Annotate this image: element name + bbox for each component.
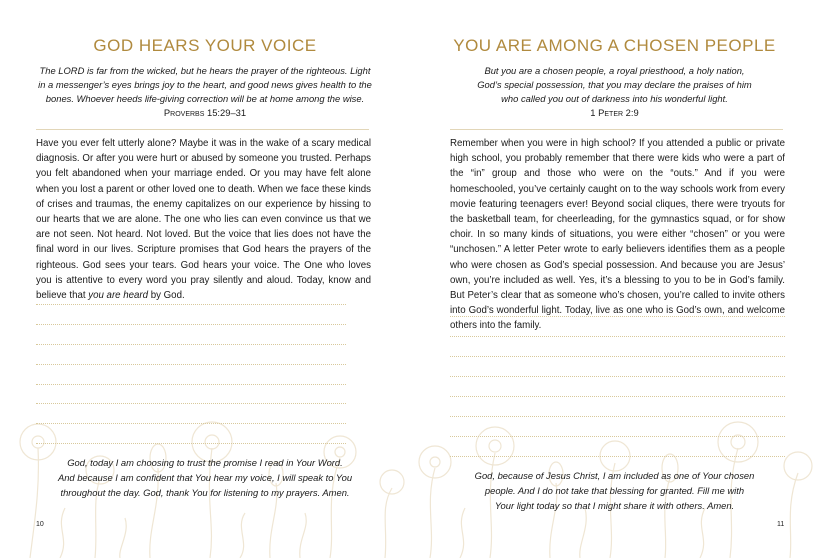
scripture-verse bbox=[20, 64, 390, 106]
body-emphasis: you are heard bbox=[88, 290, 149, 302]
scripture-reference: 1 Peter 2:9 bbox=[590, 107, 639, 118]
prayer-line: people. And I do not take that blessing for granted. Fill me with bbox=[484, 485, 745, 496]
writing-line[interactable] bbox=[450, 436, 785, 437]
verse-line: The LORD is far from the wicked, but he hears the prayer of the righteous. Light bbox=[39, 65, 371, 76]
writing-line[interactable] bbox=[36, 384, 346, 385]
body-text: Have you ever felt utterly alone? Maybe it was in the wake of a scary medical diagnosis. Or after you were hurt or abused by someone you trusted. Perhaps you felt abandoned when your marriage ended. Or you may have felt alone when you lost a parent or other loved one to death. When we face these kinds of crises and traumas, the enemy capitalizes on our experience by hissing to our hearts that we are alone. The one who lies can even convince us that we are not seen. Not heard. Not loved. But the voice that lies does not have the final word in our lives. Scripture promises that God hears the prayers of the righteous. God sees your tears. God hears your voice. The One who loves you is attentive to every word you pray silently and aloud. Today, know and believe that bbox=[36, 138, 371, 302]
devotion-body bbox=[36, 136, 371, 303]
page-number: 10 bbox=[36, 521, 44, 528]
writing-line[interactable] bbox=[36, 304, 346, 305]
closing-prayer bbox=[20, 455, 390, 500]
writing-line[interactable] bbox=[450, 456, 785, 457]
right-page bbox=[410, 0, 819, 558]
verse-line: God’s special possession, that you may declare the praises of him bbox=[477, 79, 752, 90]
devotion-title: YOU ARE AMONG A CHOSEN PEOPLE bbox=[453, 36, 776, 55]
writing-line[interactable] bbox=[450, 416, 785, 417]
writing-line[interactable] bbox=[36, 344, 346, 345]
verse-line: But you are a chosen people, a royal priesthood, a holy nation, bbox=[484, 65, 745, 76]
verse-line: who called you out of darkness into his wonderful light. bbox=[501, 93, 728, 104]
scripture-reference: Proverbs 15:29–31 bbox=[163, 107, 247, 118]
writing-line[interactable] bbox=[450, 356, 785, 357]
writing-line[interactable] bbox=[450, 336, 785, 337]
writing-line[interactable] bbox=[36, 364, 346, 365]
prayer-line: And because I am confident that You hear my voice, I will speak to You bbox=[57, 472, 353, 483]
scripture-verse bbox=[430, 64, 799, 106]
writing-line[interactable] bbox=[450, 376, 785, 377]
writing-line[interactable] bbox=[450, 316, 785, 317]
header-divider bbox=[450, 129, 783, 130]
prayer-line: Your light today so that I might share it with others. Amen. bbox=[494, 500, 735, 511]
prayer-line: God, because of Jesus Christ, I am included as one of Your chosen bbox=[474, 470, 755, 481]
header-divider bbox=[36, 129, 369, 130]
prayer-line: God, today I am choosing to trust the promise I read in Your Word. bbox=[67, 457, 343, 468]
writing-line[interactable] bbox=[36, 443, 346, 444]
writing-line[interactable] bbox=[36, 423, 346, 424]
verse-line: bones. Whoever heeds life-giving correction will be at home among the wise. bbox=[45, 93, 365, 104]
writing-line[interactable] bbox=[36, 324, 346, 325]
devotion-body: Remember when you were in high school? If you attended a public or private high school, you probably remember that there were kids who were a part of the “in” group and those who were on the “outs.” And if you were homeschooled, you’ve certainly caught on to the way schools work from every movie featuring teenagers ever! Beyond social cliques, there were tryouts for the basketball team, for cheerleading, for the gymnastics squad, or for show choir. In so many kinds of situations, you were either “chosen” or you were “unchosen.” A letter Peter wrote to early believers identifies them as a people who were chosen as God’s special possession. And because you are Jesus’ own, you’re included as well. Yes, it’s a blessing to you to be in God’s family. But Peter’s clear that as someone who’s chosen, you’re called to invite others into God’s wonderful light. Today, live as one who is God’s own, and welcome others into the family. bbox=[450, 138, 785, 332]
body-text-end: by God. bbox=[148, 290, 185, 302]
verse-line: in a messenger’s eyes brings joy to the heart, and good news gives health to the bbox=[38, 79, 372, 90]
prayer-line: throughout the day. God, thank You for listening to my prayers. Amen. bbox=[60, 487, 350, 498]
page-number: 11 bbox=[777, 521, 785, 528]
writing-line[interactable] bbox=[450, 396, 785, 397]
devotion-title: GOD HEARS YOUR VOICE bbox=[93, 36, 317, 55]
writing-line[interactable] bbox=[36, 403, 346, 404]
closing-prayer bbox=[430, 468, 799, 513]
